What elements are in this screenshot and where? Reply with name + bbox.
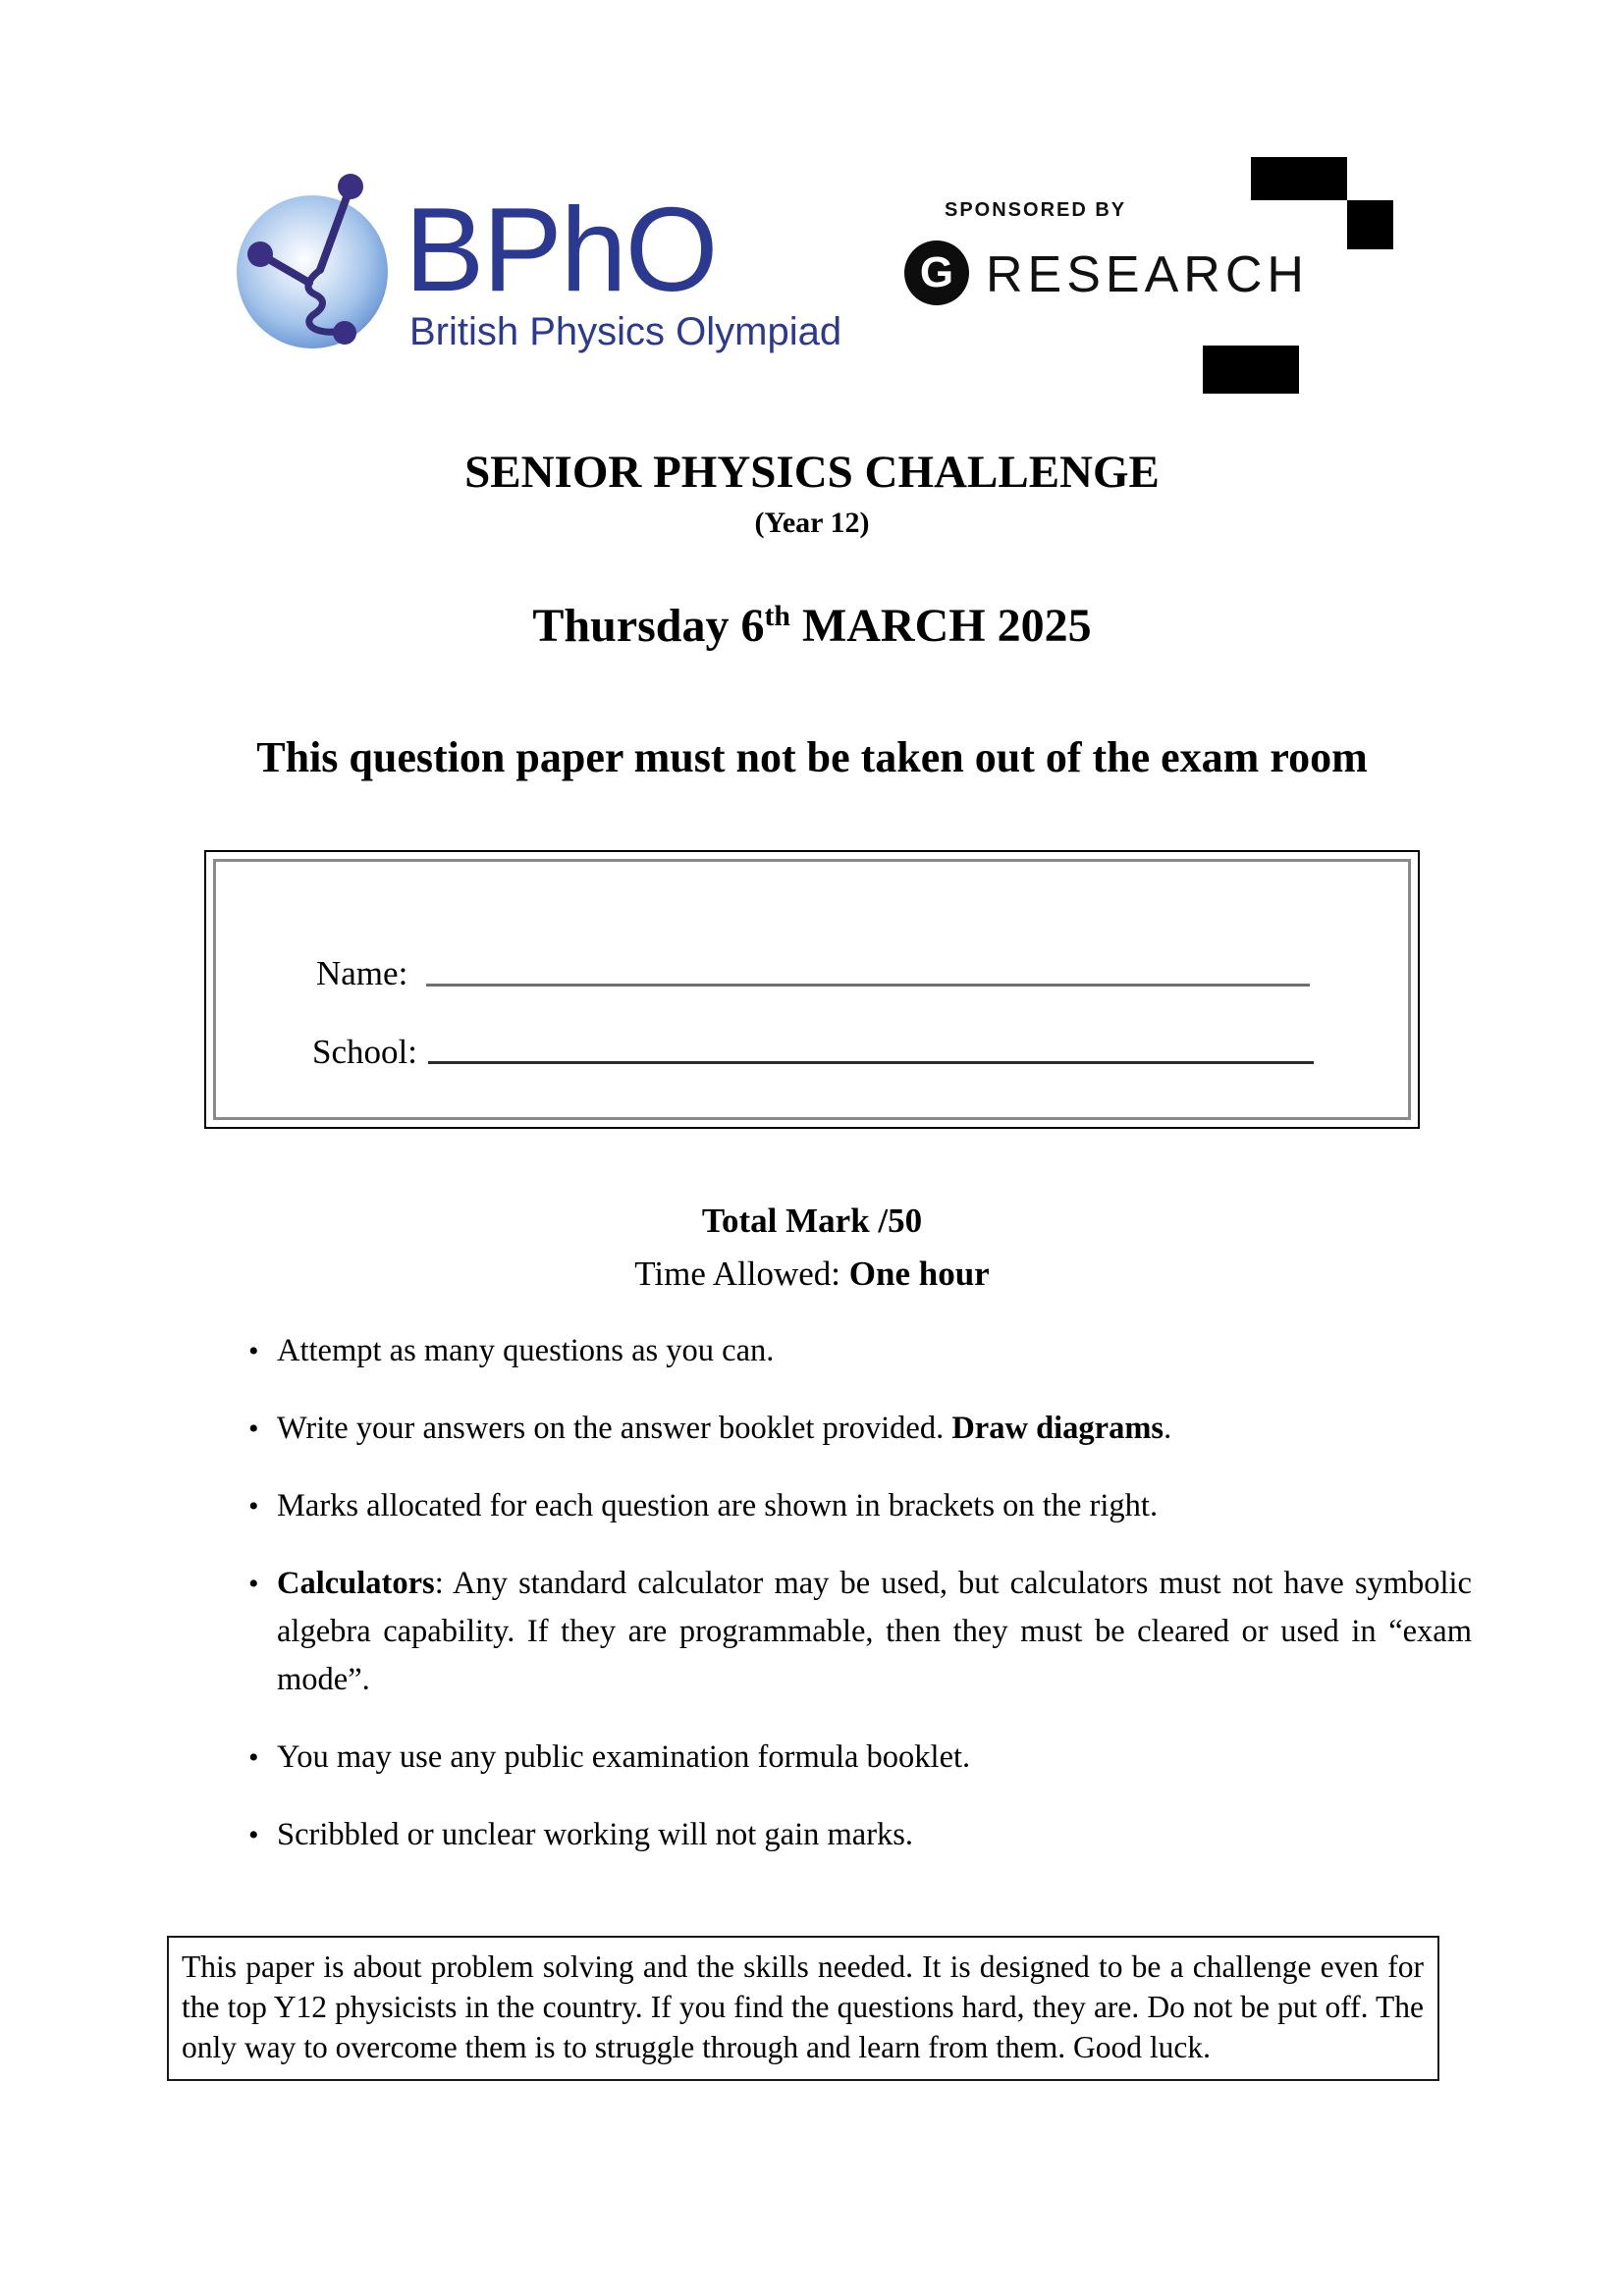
name-label: Name: xyxy=(316,954,408,992)
gresearch-wordmark: RESEARCH xyxy=(986,246,1309,303)
page-subtitle: (Year 12) xyxy=(754,507,870,539)
sponsored-by-label: SPONSORED BY xyxy=(945,199,1127,221)
exam-date-suffix: MARCH 2025 xyxy=(789,600,1092,652)
school-label: School: xyxy=(312,1033,417,1071)
page-title: SENIOR PHYSICS CHALLENGE xyxy=(464,447,1160,498)
instruction-text: Scribbled or unclear working will not gain marks. xyxy=(277,1817,914,1852)
exam-date-superscript: th xyxy=(764,599,790,632)
instruction-item xyxy=(248,1560,1472,1704)
bullet-icon: • xyxy=(248,1490,259,1522)
exam-room-warning: This question paper must not be taken out of the exam room xyxy=(256,733,1368,781)
total-mark: Total Mark /50 xyxy=(701,1201,923,1240)
time-allowed-label: Time Allowed: xyxy=(634,1255,849,1293)
bpho-tagline: British Physics Olympiad xyxy=(409,310,842,353)
instruction-text: Attempt as many questions as you can. xyxy=(277,1333,775,1368)
pixel-square-icon xyxy=(1347,200,1393,249)
instruction-text: Calculators: Any standard calculator may be used, but calculators must not have symbolic algebra capability. If they are programmable, then they must be cleared or used in “exam mode”. xyxy=(277,1566,1472,1697)
instruction-item xyxy=(248,1405,1472,1453)
bullet-icon: • xyxy=(248,1568,259,1600)
instruction-text: You may use any public examination formula booklet. xyxy=(277,1739,971,1775)
instruction-text: Marks allocated for each question are shown in brackets on the right. xyxy=(277,1488,1159,1523)
bpho-wordmark: BPhO xyxy=(405,183,717,316)
time-allowed xyxy=(0,1256,1624,1291)
exam-date xyxy=(0,599,1624,652)
footer-note-box xyxy=(167,1936,1439,2081)
footer-note-text: This paper is about problem solving and the skills needed. It is designed to be a challenge even for the top Y12 physicists in the country. If you find the questions hard, they are. Do not be put off. The only way to overcome them is to struggle through and learn from them. Good luck. xyxy=(182,1949,1424,2064)
gresearch-monogram-letter: G xyxy=(919,248,954,296)
pixel-square-icon xyxy=(1203,346,1299,394)
instructions-list xyxy=(248,1327,1472,1889)
bullet-icon: • xyxy=(248,1819,259,1851)
instruction-item xyxy=(248,1811,1472,1859)
instruction-item xyxy=(248,1327,1472,1375)
instruction-item xyxy=(248,1482,1472,1530)
name-field[interactable] xyxy=(426,984,1310,987)
instruction-text: Write your answers on the answer booklet provided. Draw diagrams. xyxy=(277,1411,1172,1446)
bullet-icon: • xyxy=(248,1413,259,1445)
school-field[interactable] xyxy=(428,1061,1314,1064)
bullet-icon: • xyxy=(248,1335,259,1367)
time-allowed-value: One hour xyxy=(848,1255,990,1293)
instruction-item xyxy=(248,1734,1472,1782)
gresearch-monogram-icon xyxy=(904,240,969,305)
pixel-square-icon xyxy=(1251,157,1347,200)
bullet-icon: • xyxy=(248,1741,259,1774)
exam-date-prefix: Thursday 6 xyxy=(532,600,765,652)
